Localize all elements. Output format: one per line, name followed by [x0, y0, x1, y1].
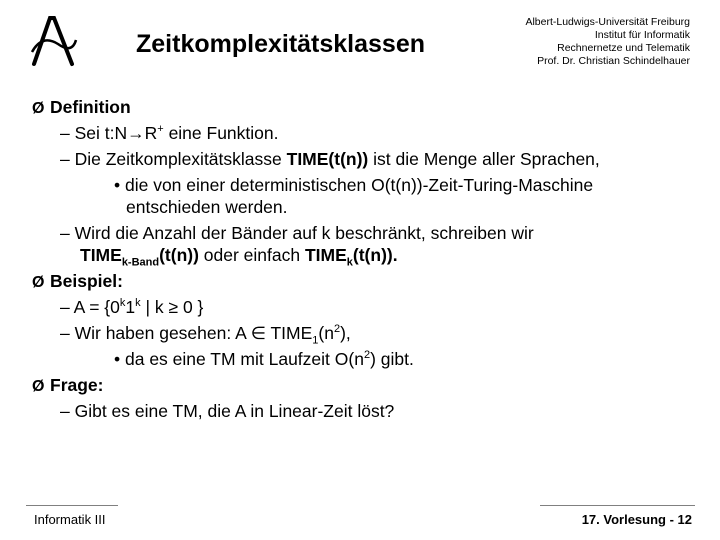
- footer-course: Informatik III: [34, 512, 106, 527]
- institution-line: Institut für Informatik: [594, 29, 690, 41]
- example-line: – Wir haben gesehen: A ∈ $TIME_1(n^2)$,: [60, 323, 351, 347]
- definition-heading: Ø Definition: [32, 96, 131, 120]
- example-heading: Ø Beispiel:: [32, 270, 123, 294]
- example-subline: • da es eine TM mit Laufzeit $O(n^2)$ gibt.: [114, 349, 414, 369]
- definition-line: – Sei t:N→R+ eine Funktion.: [60, 123, 279, 143]
- institution-info: [525, 16, 690, 68]
- question-line: – Gibt es eine TM, die A in Linear-Zeit löst?: [60, 401, 395, 421]
- definition-line: – Wird die Anzahl der Bänder auf k beschränkt, schreiben wir: [60, 223, 534, 243]
- slide-title: Zeitkomplexitätsklassen: [136, 30, 426, 58]
- university-logo: [28, 12, 78, 68]
- bullet-arrow-icon: Ø: [32, 378, 45, 395]
- institution-line: Rechnernetze und Telematik: [557, 42, 690, 54]
- bullet-arrow-icon: Ø: [32, 274, 45, 291]
- definition-line: $TIME_{k-Band}(t(n))$ oder einfach $TIME_k(t(n))$.: [80, 245, 398, 269]
- institution-line: Albert-Ludwigs-Universität Freiburg: [525, 16, 690, 28]
- footer-divider: [26, 505, 118, 506]
- bullet-arrow-icon: Ø: [32, 100, 45, 117]
- definition-subline: entschieden werden.: [126, 197, 288, 217]
- definition-line: – Die Zeitkomplexitätsklasse TIME(t(n)) ist die Menge aller Sprachen,: [60, 149, 600, 169]
- footer-divider: [540, 505, 695, 506]
- footer-page-number: 17. Vorlesung - 12: [581, 512, 692, 527]
- definition-subline: • die von einer deterministischen O(t(n))-Zeit-Turing-Maschine: [114, 175, 594, 195]
- institution-line: Prof. Dr. Christian Schindelhauer: [537, 55, 690, 67]
- question-heading: Ø Frage:: [32, 374, 103, 398]
- example-line: – $A = \{0^k1^k$ | k ≥ 0 }: [60, 297, 204, 317]
- arrow-right-icon: →: [127, 123, 145, 143]
